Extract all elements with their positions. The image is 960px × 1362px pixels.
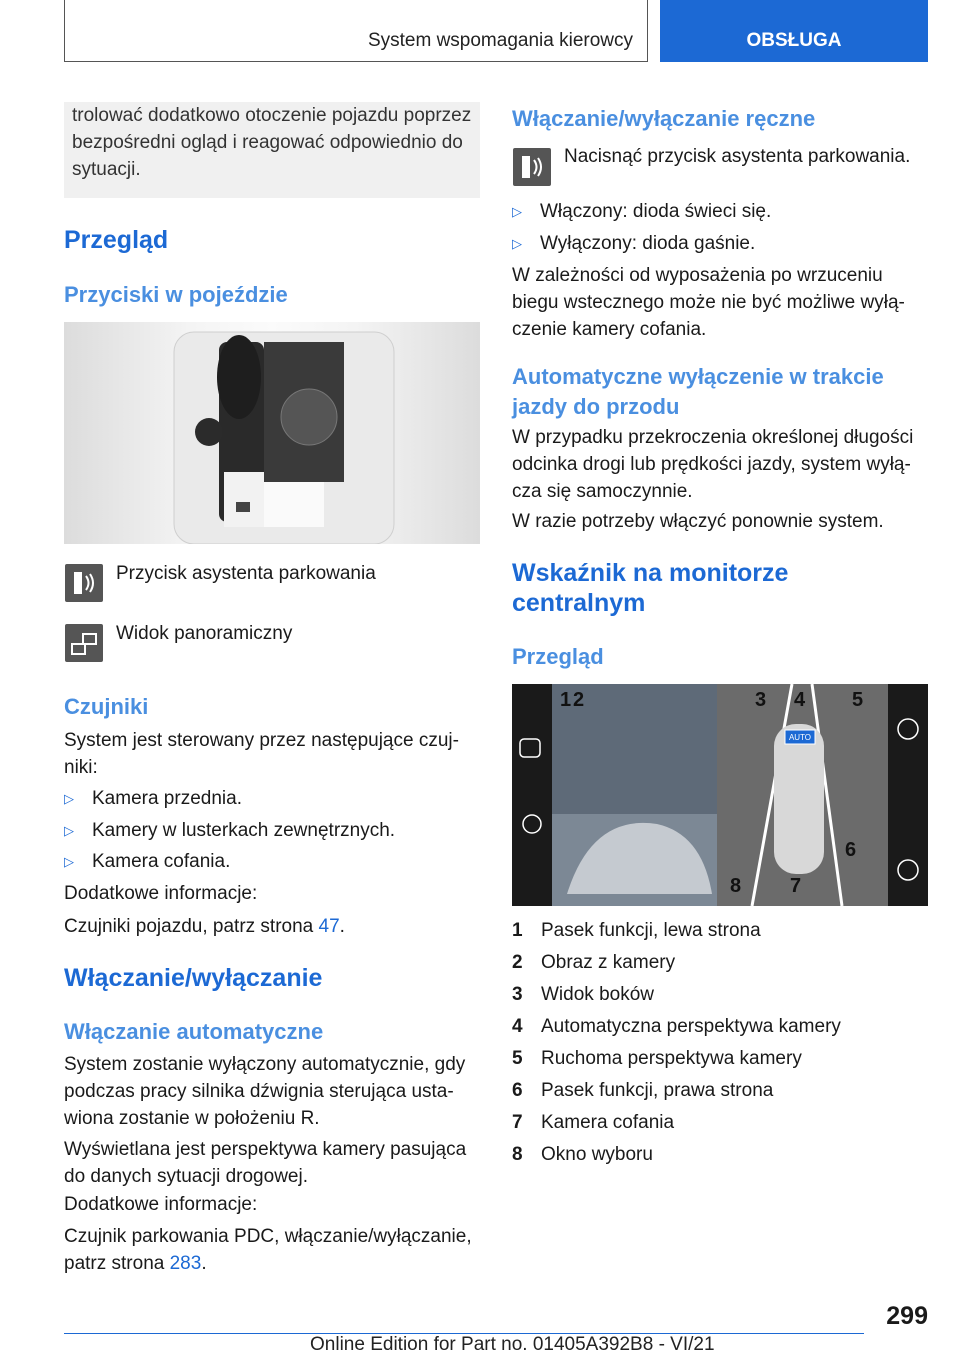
header-box: [64, 0, 648, 62]
czujniki-text: System jest sterowany przez następujące czuj-niki:: [64, 730, 459, 778]
legend-number: 7: [512, 1112, 523, 1133]
ref2-page-link[interactable]: 283: [169, 1253, 202, 1274]
dependency-text: W zależności od wyposażenia po wrzuceniu biegu wstecznego może nie być możliwe wyłą-czenie kamery cofania.: [512, 265, 905, 340]
reference-pdc: Czujnik parkowania PDC, włączanie/wyłączanie, patrz strona 283.: [64, 1226, 472, 1274]
automat-text: W przypadku przekroczenia określonej długości odcinka drogi lub prędkości jazdy, system wyłą-cza się samoczynnie.: [512, 427, 914, 502]
bullet-item: [64, 848, 230, 875]
legend-number: 5: [512, 1048, 523, 1069]
callout-1: 1: [560, 689, 572, 711]
legend-text: Obraz z kamery: [541, 952, 676, 973]
icon2-label: Widok panoramiczny: [116, 623, 293, 644]
page-number: 299: [886, 1302, 928, 1330]
edition-footer: Online Edition for Part no. 01405A392B8 - VI/21: [310, 1334, 715, 1355]
bullet-text: Włączony: dioda świeci się.: [540, 201, 772, 222]
perspective-text: Wyświetlana jest perspektywa kamery pasująca do danych sytuacji drogowej.: [64, 1139, 467, 1187]
bullet-triangle-icon: ▷: [512, 236, 522, 252]
reference-sensors: Czujniki pojazdu, patrz strona 47.: [64, 916, 345, 937]
legend-number: 3: [512, 984, 523, 1005]
callout-3: 3: [755, 689, 767, 711]
heading-auto: Włączanie automatyczne: [64, 1019, 324, 1044]
reenable-text: W razie potrzeby włączyć ponownie system.: [512, 511, 884, 532]
park-assist-icon-2: [513, 148, 551, 186]
additional-info-label-2: Dodatkowe informacje:: [64, 1194, 258, 1215]
reczne-text: Nacisnąć przycisk asystenta parkowania.: [564, 146, 911, 167]
heading-przeglad-2: Przegląd: [512, 644, 604, 669]
callout-7: 7: [790, 875, 802, 897]
bullet-triangle-icon: ▷: [64, 791, 74, 807]
park-assist-glyph: [65, 564, 103, 602]
bullet-text: Kamery w lusterkach zewnętrznych.: [92, 820, 396, 841]
bullet-text: Kamera przednia.: [92, 788, 242, 809]
icon1-label: Przycisk asystenta parkowania: [116, 563, 376, 584]
heading-przyciski: Przyciski w pojeździe: [64, 282, 288, 307]
park-assist-icon: [65, 564, 103, 602]
header-title: System wspomagania kierowcy: [367, 30, 633, 51]
heading-wskaznik: Wskaźnik na monitorze centralnym: [512, 559, 789, 617]
legend-text: Widok boków: [541, 984, 654, 1005]
park-assist-glyph-2: [513, 148, 551, 186]
legend-item: [512, 981, 654, 1008]
bullet-triangle-icon: ▷: [64, 823, 74, 839]
legend-item: [512, 1045, 802, 1072]
legend-item: [512, 1141, 653, 1168]
legend-number: 4: [512, 1016, 523, 1037]
callout-4: 4: [794, 689, 806, 711]
bullet-item: [512, 198, 771, 225]
legend-number: 1: [512, 920, 523, 941]
legend-number: 6: [512, 1080, 523, 1101]
callout-8: 8: [730, 875, 742, 897]
bullet-item: [64, 785, 242, 812]
panorama-view-icon: [65, 624, 103, 662]
ref1-text: Czujniki pojazdu, patrz strona: [64, 916, 319, 937]
legend-item: [512, 917, 761, 944]
bullet-triangle-icon: ▷: [512, 204, 522, 220]
legend-item: [512, 1013, 841, 1040]
note-box: [64, 102, 480, 198]
callout-2: 2: [573, 689, 585, 711]
heading-wlaczanie: Włączanie/wyłączanie: [64, 964, 323, 992]
ref1-page-link[interactable]: 47: [318, 916, 340, 937]
heading-automat: Automatyczne wyłączenie w trakcie jazdy do przodu: [512, 364, 884, 419]
legend-text: Automatyczna perspektywa kamery: [541, 1016, 841, 1037]
panorama-view-glyph: [65, 624, 103, 662]
console-photo: [64, 322, 480, 544]
heading-przeglad: Przegląd: [64, 226, 169, 254]
monitor-screenshot: [512, 684, 928, 906]
bullet-text: Kamera cofania.: [92, 851, 231, 872]
auto-label: AUTO: [788, 733, 812, 742]
bullet-triangle-icon: ▷: [64, 854, 74, 870]
console-illustration: [64, 322, 480, 544]
legend-text: Ruchoma perspektywa kamery: [541, 1048, 802, 1069]
legend-text: Okno wyboru: [541, 1144, 653, 1165]
callout-5: 5: [852, 689, 864, 711]
legend-text: Pasek funkcji, lewa strona: [541, 920, 761, 941]
section-tab: [660, 0, 928, 62]
auto-text: System zostanie wyłączony automatycznie, gdy podczas pracy silnika dźwignia sterująca usta-wiona zostanie w położeniu R.: [64, 1054, 466, 1129]
legend-number: 2: [512, 952, 523, 973]
legend-number: 8: [512, 1144, 523, 1165]
note-text: trolować dodatkowo otoczenie pojazdu poprzez bezpośredni ogląd i reagować odpowiednio do sytuacji.: [72, 105, 472, 180]
ref2-text: Czujnik parkowania PDC, włączanie/wyłączanie, patrz strona: [64, 1226, 472, 1274]
legend-text: Kamera cofania: [541, 1112, 675, 1133]
section-tab-label: OBSŁUGA: [746, 30, 842, 51]
page-header: [64, 0, 928, 64]
legend-item: [512, 1109, 674, 1136]
heading-reczne: Włączanie/wyłączanie ręczne: [512, 106, 816, 131]
bullet-text: Wyłączony: dioda gaśnie.: [540, 233, 756, 254]
monitor-illustration: [512, 684, 928, 906]
bullet-item: [64, 817, 395, 844]
legend-text: Pasek funkcji, prawa strona: [541, 1080, 774, 1101]
legend-item: [512, 949, 675, 976]
legend-item: [512, 1077, 773, 1104]
additional-info-label: Dodatkowe informacje:: [64, 883, 258, 904]
bullet-item: [512, 230, 755, 257]
heading-czujniki: Czujniki: [64, 694, 149, 719]
callout-6: 6: [845, 839, 857, 861]
